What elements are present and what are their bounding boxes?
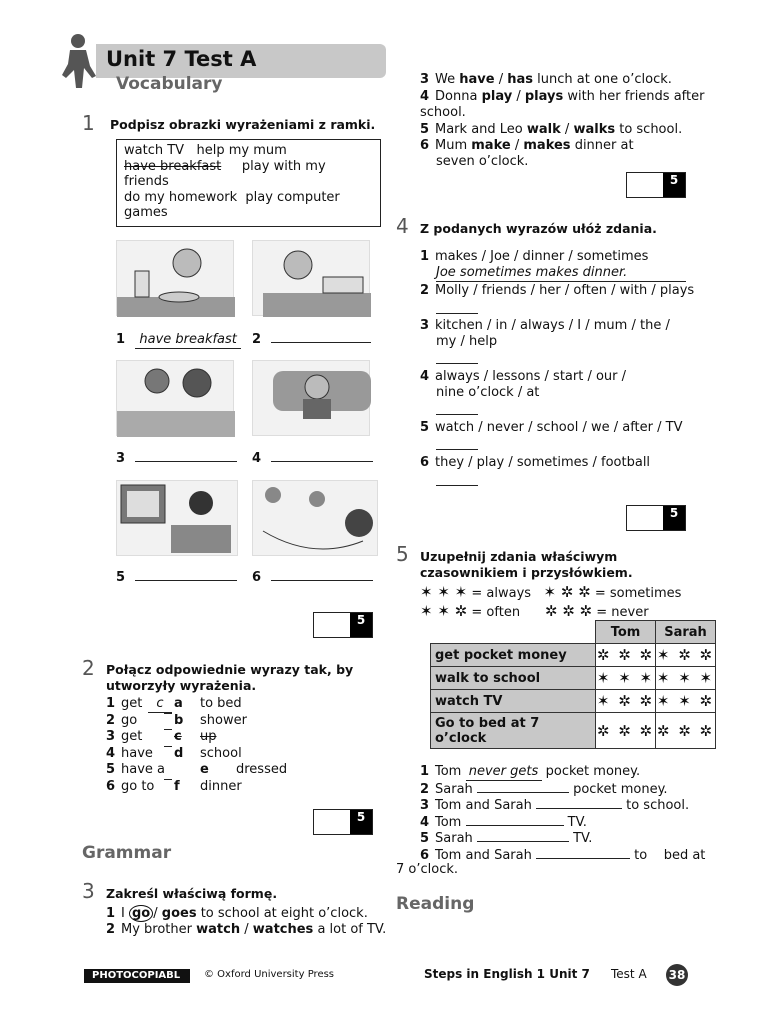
item-number: 6	[420, 455, 430, 470]
page-title: Unit 7 Test A	[106, 47, 257, 71]
fill-answer-2[interactable]	[477, 780, 569, 793]
stars-sarah: ✶ ✶ ✶	[656, 667, 716, 690]
picture-watch-tv	[116, 480, 238, 556]
sentence-part: Tom and Sarah	[435, 798, 532, 813]
match-letter: a	[174, 696, 183, 711]
key-never: = never	[596, 605, 649, 620]
stars-tom: ✶ ✶ ✶	[596, 667, 656, 690]
sentence-answer-4[interactable]	[436, 401, 478, 415]
stars-tom: ✲ ✲ ✲	[596, 644, 656, 667]
match-letter: f	[174, 778, 180, 794]
sentence-continuation: 7 o’clock.	[396, 862, 459, 877]
photocopiable-tag: PHOTOCOPIABL	[84, 969, 190, 983]
book-title: Steps in English 1 Unit 7	[424, 967, 590, 981]
sentence-part: Sarah	[435, 782, 473, 797]
item-number: 5	[420, 420, 430, 435]
fill-answer-4[interactable]	[466, 813, 564, 826]
score-box-ex3	[626, 172, 686, 198]
answer-number: 6	[252, 570, 262, 585]
option[interactable]: has	[507, 72, 533, 87]
stars-sarah: ✶ ✲ ✲	[656, 644, 716, 667]
sentence-part: pocket money.	[545, 764, 641, 779]
exercise-2-number: 2	[82, 656, 95, 680]
match-answer-3[interactable]	[164, 729, 172, 730]
match-right: dressed	[236, 762, 288, 777]
sentence-continuation: seven o’clock.	[436, 154, 529, 169]
sentence-part: Mum	[435, 138, 468, 153]
answer-field-1[interactable]: have breakfast	[135, 332, 241, 349]
sentence-answer-6[interactable]	[436, 472, 478, 486]
sentence-part: to school.	[626, 798, 690, 813]
score-max: 5	[663, 506, 685, 530]
match-left: have	[121, 745, 153, 761]
sentence-part: Donna	[435, 89, 478, 104]
row-number: 3	[106, 729, 116, 744]
exercise-3-number: 3	[82, 879, 95, 903]
item-number: 4	[420, 89, 430, 104]
exercise-3-instruction: Zakreśl właściwą formę.	[106, 886, 278, 901]
option[interactable]: plays	[524, 89, 564, 104]
match-answer-6[interactable]	[164, 779, 172, 780]
key-always: = always	[471, 586, 532, 601]
row-label: walk to school	[431, 667, 596, 690]
test-label: Test A	[611, 967, 647, 981]
star-mixed-icon: ✶ ✲ ✲	[543, 583, 591, 601]
row-number: 6	[106, 778, 116, 794]
exercise-2-instruction-2: utworzyły wyrażenia.	[106, 678, 257, 693]
sentence-answer-1[interactable]: Joe sometimes makes dinner.	[436, 265, 686, 282]
picture-help-mum	[116, 360, 234, 436]
sentence-part: pocket money.	[573, 782, 668, 797]
scrambled-words-cont: my / help	[436, 334, 498, 349]
answer-field-5[interactable]	[135, 580, 237, 581]
word: play with my	[241, 158, 326, 174]
scrambled-words-cont: nine o’clock / at	[436, 385, 540, 400]
word: help my mum	[196, 143, 287, 158]
match-right: shower	[200, 712, 247, 728]
answer-field-6[interactable]	[271, 580, 373, 581]
score-box-ex4	[626, 505, 686, 531]
row-number: 5	[106, 762, 116, 777]
stars-sarah: ✶ ✶ ✲	[656, 690, 716, 713]
word-box	[116, 139, 381, 227]
key-often: = often	[471, 605, 521, 620]
answer-field-2[interactable]	[271, 342, 371, 343]
separator: /	[564, 122, 570, 137]
match-letter: e	[200, 762, 209, 777]
scrambled-words: Molly / friends / her / often / with / plays	[435, 283, 695, 298]
header-sarah: Sarah	[656, 621, 716, 644]
answer-number: 2	[252, 332, 262, 347]
score-box-ex2	[313, 809, 373, 835]
answer-field-3[interactable]	[135, 461, 237, 462]
frequency-table	[430, 620, 716, 749]
match-answer-4[interactable]	[164, 746, 172, 747]
option[interactable]: play	[481, 89, 513, 104]
answer-field-4[interactable]	[271, 461, 373, 462]
option[interactable]: watches	[252, 922, 314, 937]
row-number: 2	[106, 712, 116, 728]
separator: /	[514, 138, 520, 153]
row-number: 1	[106, 696, 116, 711]
picture-breakfast	[116, 240, 234, 316]
stars-tom: ✶ ✲ ✲	[596, 690, 656, 713]
match-left: go to	[121, 778, 155, 794]
picture-computer-games	[252, 360, 370, 436]
word: games	[124, 205, 168, 220]
exercise-1-instruction: Podpisz obrazki wyrażeniami z ramki.	[110, 117, 376, 132]
section-grammar: Grammar	[82, 843, 172, 863]
answer-number: 5	[116, 570, 126, 585]
sentence-part: I	[121, 906, 125, 921]
match-left: get	[121, 696, 143, 711]
sentence-part: TV.	[567, 815, 587, 830]
match-left: go	[121, 712, 138, 728]
sentence-part: to school at eight o’clock.	[200, 906, 368, 921]
section-vocabulary: Vocabulary	[116, 74, 223, 94]
item-number: 2	[420, 283, 430, 298]
option[interactable]: goes	[161, 906, 197, 921]
sentence-part: Sarah	[435, 831, 473, 846]
option-selected[interactable]: go	[129, 905, 153, 922]
item-number: 1	[420, 249, 430, 264]
fill-answer-1[interactable]: never gets	[466, 764, 542, 781]
item-number: 2	[106, 922, 116, 937]
scrambled-words: kitchen / in / always / I / mum / the /	[435, 318, 670, 333]
sentence-answer-3[interactable]	[436, 350, 478, 364]
sentence-answer-5[interactable]	[436, 436, 478, 450]
item-number: 3	[420, 318, 430, 333]
option[interactable]: have	[459, 72, 495, 87]
match-right: dinner	[200, 778, 242, 794]
fill-answer-5[interactable]	[477, 829, 569, 842]
word: play computer	[245, 189, 340, 205]
word-crossed: have breakfast	[124, 158, 222, 174]
separator: /	[244, 922, 249, 937]
sentence-continuation: school.	[420, 105, 466, 120]
exercise-5-number: 5	[396, 542, 409, 566]
picture-homework	[252, 240, 370, 316]
exercise-1-number: 1	[82, 111, 95, 135]
sentence-part: with her friends after	[567, 89, 705, 104]
item-number: 3	[420, 798, 430, 813]
score-max: 5	[350, 810, 372, 834]
row-label: watch TV	[431, 690, 596, 713]
row-label: get pocket money	[431, 644, 596, 667]
item-number: 6	[420, 848, 430, 863]
score-max: 5	[663, 173, 685, 197]
section-reading: Reading	[396, 894, 475, 914]
star-mixed-icon: ✶ ✶ ✲	[420, 602, 468, 620]
scrambled-words: makes / Joe / dinner / sometimes	[435, 249, 649, 264]
sentence-part: a lot of TV.	[317, 922, 387, 937]
exercise-4-instruction: Z podanych wyrazów ułóż zdania.	[420, 221, 657, 236]
scrambled-words: always / lessons / start / our /	[435, 369, 627, 384]
stars-tom: ✲ ✲ ✲	[596, 713, 656, 749]
key-sometimes: = sometimes	[594, 586, 682, 601]
separator: /	[516, 89, 521, 104]
item-number: 3	[420, 72, 430, 87]
item-number: 6	[420, 138, 430, 153]
sentence-part: Tom	[435, 815, 462, 830]
star-filled-icon: ✶ ✶ ✶	[420, 583, 468, 601]
sentence-part: lunch at one o’clock.	[537, 72, 672, 87]
page-number: 38	[666, 964, 688, 986]
match-answer-1[interactable]: c	[148, 696, 172, 713]
sentence-part: to bed at	[634, 848, 706, 863]
copyright: © Oxford University Press	[204, 969, 335, 980]
row-label: Go to bed at 7 o’clock	[431, 713, 596, 749]
match-answer-2[interactable]	[164, 713, 172, 714]
answer-number: 1	[116, 332, 126, 347]
match-letter-crossed: c	[174, 729, 182, 744]
fill-answer-3[interactable]	[536, 796, 622, 809]
exercise-5-instruction-1: Uzupełnij zdania właściwym	[420, 549, 618, 564]
match-right-crossed: up	[200, 729, 217, 744]
sentence-part: to school.	[619, 122, 683, 137]
match-letter: d	[174, 745, 184, 761]
match-left: have a	[121, 762, 165, 777]
item-number: 2	[420, 782, 430, 797]
match-right: school	[200, 745, 242, 761]
separator: /	[498, 72, 504, 87]
scrambled-words: watch / never / school / we / after / TV	[435, 420, 683, 435]
match-right: to bed	[200, 696, 242, 711]
sentence-part: dinner at	[574, 138, 634, 153]
option[interactable]: walk	[526, 122, 561, 137]
sentence-part: TV.	[573, 831, 593, 846]
exercise-4-number: 4	[396, 214, 409, 238]
option[interactable]: watch	[196, 922, 241, 937]
item-number: 1	[420, 764, 430, 779]
separator: /	[153, 906, 158, 921]
word: friends	[124, 174, 169, 189]
word: do my homework	[124, 189, 238, 205]
sentence-answer-2[interactable]	[436, 300, 478, 314]
exercise-2-instruction-1: Połącz odpowiednie wyrazy tak, by	[106, 662, 354, 677]
exercise-5-instruction-2: czasownikiem i przysłówkiem.	[420, 565, 633, 580]
word: watch TV	[124, 143, 185, 158]
picture-play-with-friends	[252, 480, 378, 556]
match-letter: b	[174, 712, 184, 728]
match-left: get	[121, 729, 143, 744]
item-number: 1	[106, 906, 116, 921]
sentence-part: Tom	[435, 764, 462, 779]
row-number: 4	[106, 745, 116, 761]
option[interactable]: make	[471, 138, 511, 153]
stars-sarah: ✲ ✲ ✲	[656, 713, 716, 749]
answer-number: 3	[116, 451, 126, 466]
header-tom: Tom	[596, 621, 656, 644]
item-number: 4	[420, 369, 430, 384]
item-number: 5	[420, 122, 430, 137]
score-max: 5	[350, 613, 372, 637]
fill-answer-6[interactable]	[536, 846, 630, 859]
star-empty-icon: ✲ ✲ ✲	[544, 602, 593, 620]
sentence-part: My brother	[121, 922, 192, 937]
sentence-part: We	[435, 72, 456, 87]
scrambled-words: they / play / sometimes / football	[435, 455, 651, 470]
sentence-part: Tom and Sarah	[435, 848, 532, 863]
answer-number: 4	[252, 451, 262, 466]
option[interactable]: makes	[523, 138, 571, 153]
item-number: 5	[420, 831, 430, 846]
option[interactable]: walks	[573, 122, 616, 137]
sentence-part: Mark and Leo	[435, 122, 523, 137]
score-box-ex1	[313, 612, 373, 638]
item-number: 4	[420, 815, 430, 830]
